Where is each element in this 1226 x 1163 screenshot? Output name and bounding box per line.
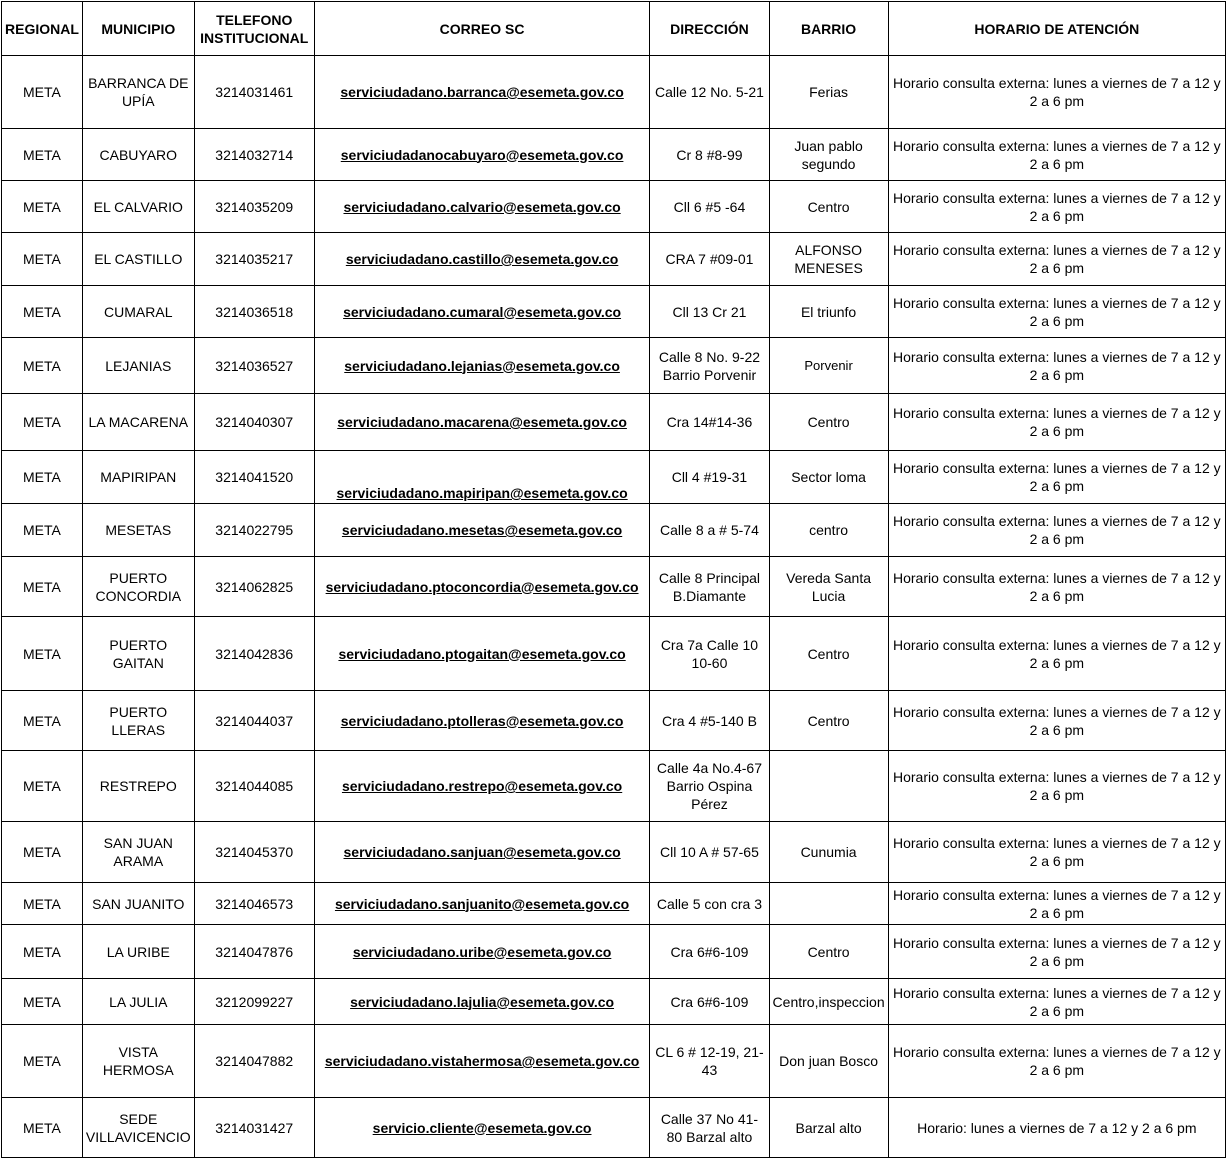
cell-telefono: 3214062825 bbox=[194, 557, 314, 617]
cell-municipio: BARRANCA DE UPÍA bbox=[82, 56, 194, 129]
cell-barrio: Cunumia bbox=[769, 822, 888, 883]
cell-direccion: Cll 6 #5 -64 bbox=[650, 181, 769, 233]
cell-regional: META bbox=[2, 691, 83, 751]
table-row bbox=[2, 979, 1226, 1025]
cell-regional: META bbox=[2, 751, 83, 822]
cell-horario: Horario consulta externa: lunes a viernes de 7 a 12 y 2 a 6 pm bbox=[888, 129, 1225, 181]
cell-telefono: 3214044037 bbox=[194, 691, 314, 751]
email-link[interactable]: serviciudadano.lejanias@esemeta.gov.co bbox=[314, 338, 650, 394]
table-row bbox=[2, 394, 1226, 451]
table-row bbox=[2, 129, 1226, 181]
cell-municipio: EL CASTILLO bbox=[82, 233, 194, 286]
cell-municipio: PUERTO LLERAS bbox=[82, 691, 194, 751]
header-telefono: TELEFONO INSTITUCIONAL bbox=[194, 2, 314, 56]
email-link[interactable]: serviciudadanocabuyaro@esemeta.gov.co bbox=[314, 129, 650, 181]
cell-regional: META bbox=[2, 56, 83, 129]
service-directory-table bbox=[1, 1, 1226, 1158]
email-link[interactable]: serviciudadano.calvario@esemeta.gov.co bbox=[314, 181, 650, 233]
table-row bbox=[2, 557, 1226, 617]
cell-direccion: Cr 8 #8-99 bbox=[650, 129, 769, 181]
header-row bbox=[2, 2, 1226, 56]
email-link[interactable]: servicio.cliente@esemeta.gov.co bbox=[314, 1098, 650, 1158]
email-link[interactable]: serviciudadano.ptolleras@esemeta.gov.co bbox=[314, 691, 650, 751]
cell-barrio: Sector loma bbox=[769, 451, 888, 504]
cell-regional: META bbox=[2, 617, 83, 691]
cell-horario: Horario consulta externa: lunes a viernes de 7 a 12 y 2 a 6 pm bbox=[888, 394, 1225, 451]
cell-direccion: Cll 13 Cr 21 bbox=[650, 286, 769, 338]
cell-direccion: CRA 7 #09-01 bbox=[650, 233, 769, 286]
cell-barrio: Ferias bbox=[769, 56, 888, 129]
email-link[interactable]: serviciudadano.ptogaitan@esemeta.gov.co bbox=[314, 617, 650, 691]
cell-horario: Horario consulta externa: lunes a viernes de 7 a 12 y 2 a 6 pm bbox=[888, 504, 1225, 557]
cell-telefono: 3214042836 bbox=[194, 617, 314, 691]
cell-direccion: Calle 8 Principal B.Diamante bbox=[650, 557, 769, 617]
cell-horario: Horario consulta externa: lunes a viernes de 7 a 12 y 2 a 6 pm bbox=[888, 617, 1225, 691]
table-row bbox=[2, 286, 1226, 338]
cell-horario: Horario consulta externa: lunes a viernes de 7 a 12 y 2 a 6 pm bbox=[888, 1025, 1225, 1098]
header-horario: HORARIO DE ATENCIÓN bbox=[888, 2, 1225, 56]
email-link[interactable]: serviciudadano.uribe@esemeta.gov.co bbox=[314, 925, 650, 979]
email-link[interactable]: serviciudadano.mapiripan@esemeta.gov.co bbox=[314, 451, 650, 504]
cell-municipio: MAPIRIPAN bbox=[82, 451, 194, 504]
cell-telefono: 3214035217 bbox=[194, 233, 314, 286]
cell-direccion: Cll 4 #19-31 bbox=[650, 451, 769, 504]
cell-direccion: Cra 6#6-109 bbox=[650, 979, 769, 1025]
table-row bbox=[2, 883, 1226, 925]
cell-barrio: Centro bbox=[769, 617, 888, 691]
email-link[interactable]: serviciudadano.barranca@esemeta.gov.co bbox=[314, 56, 650, 129]
table-row bbox=[2, 617, 1226, 691]
email-link[interactable]: serviciudadano.restrepo@esemeta.gov.co bbox=[314, 751, 650, 822]
cell-barrio: Vereda Santa Lucia bbox=[769, 557, 888, 617]
cell-barrio: Don juan Bosco bbox=[769, 1025, 888, 1098]
cell-telefono: 3214046573 bbox=[194, 883, 314, 925]
table-row bbox=[2, 1025, 1226, 1098]
cell-direccion: Cra 6#6-109 bbox=[650, 925, 769, 979]
cell-horario: Horario consulta externa: lunes a viernes de 7 a 12 y 2 a 6 pm bbox=[888, 925, 1225, 979]
cell-telefono: 3214040307 bbox=[194, 394, 314, 451]
cell-barrio bbox=[769, 883, 888, 925]
cell-municipio: LA JULIA bbox=[82, 979, 194, 1025]
cell-direccion: Calle 8 No. 9-22 Barrio Porvenir bbox=[650, 338, 769, 394]
cell-regional: META bbox=[2, 451, 83, 504]
table-row bbox=[2, 1098, 1226, 1158]
cell-horario: Horario consulta externa: lunes a viernes de 7 a 12 y 2 a 6 pm bbox=[888, 691, 1225, 751]
table-row bbox=[2, 691, 1226, 751]
cell-direccion: Cra 14#14-36 bbox=[650, 394, 769, 451]
cell-regional: META bbox=[2, 557, 83, 617]
cell-municipio: EL CALVARIO bbox=[82, 181, 194, 233]
cell-direccion: Cra 4 #5-140 B bbox=[650, 691, 769, 751]
cell-telefono: 3214031427 bbox=[194, 1098, 314, 1158]
table-row bbox=[2, 338, 1226, 394]
cell-telefono: 3214047876 bbox=[194, 925, 314, 979]
cell-regional: META bbox=[2, 233, 83, 286]
cell-regional: META bbox=[2, 286, 83, 338]
header-direccion: DIRECCIÓN bbox=[650, 2, 769, 56]
cell-barrio: Centro bbox=[769, 925, 888, 979]
table-row bbox=[2, 751, 1226, 822]
cell-barrio bbox=[769, 751, 888, 822]
cell-horario: Horario: lunes a viernes de 7 a 12 y 2 a 6 pm bbox=[888, 1098, 1225, 1158]
cell-direccion: Calle 12 No. 5-21 bbox=[650, 56, 769, 129]
table-row bbox=[2, 504, 1226, 557]
cell-regional: META bbox=[2, 1098, 83, 1158]
cell-municipio: VISTA HERMOSA bbox=[82, 1025, 194, 1098]
cell-telefono: 3214045370 bbox=[194, 822, 314, 883]
cell-horario: Horario consulta externa: lunes a viernes de 7 a 12 y 2 a 6 pm bbox=[888, 883, 1225, 925]
cell-regional: META bbox=[2, 822, 83, 883]
cell-municipio: PUERTO GAITAN bbox=[82, 617, 194, 691]
cell-telefono: 3214044085 bbox=[194, 751, 314, 822]
email-link[interactable]: serviciudadano.mesetas@esemeta.gov.co bbox=[314, 504, 650, 557]
table-row bbox=[2, 181, 1226, 233]
cell-direccion: Calle 5 con cra 3 bbox=[650, 883, 769, 925]
cell-municipio: PUERTO CONCORDIA bbox=[82, 557, 194, 617]
cell-barrio: Centro,inspeccion bbox=[769, 979, 888, 1025]
cell-regional: META bbox=[2, 1025, 83, 1098]
header-correo: CORREO SC bbox=[314, 2, 650, 56]
cell-barrio: Porvenir bbox=[769, 338, 888, 394]
cell-direccion: Calle 8 a # 5-74 bbox=[650, 504, 769, 557]
cell-direccion: CL 6 # 12-19, 21-43 bbox=[650, 1025, 769, 1098]
cell-direccion: Cra 7a Calle 10 10-60 bbox=[650, 617, 769, 691]
cell-barrio: Barzal alto bbox=[769, 1098, 888, 1158]
cell-horario: Horario consulta externa: lunes a viernes de 7 a 12 y 2 a 6 pm bbox=[888, 451, 1225, 504]
table-row bbox=[2, 56, 1226, 129]
cell-municipio: MESETAS bbox=[82, 504, 194, 557]
cell-telefono: 3214036527 bbox=[194, 338, 314, 394]
cell-direccion: Calle 4a No.4-67 Barrio Ospina Pérez bbox=[650, 751, 769, 822]
cell-horario: Horario consulta externa: lunes a viernes de 7 a 12 y 2 a 6 pm bbox=[888, 338, 1225, 394]
cell-barrio: centro bbox=[769, 504, 888, 557]
cell-barrio: El triunfo bbox=[769, 286, 888, 338]
cell-municipio: SEDE VILLAVICENCIO bbox=[82, 1098, 194, 1158]
cell-direccion: Calle 37 No 41-80 Barzal alto bbox=[650, 1098, 769, 1158]
cell-horario: Horario consulta externa: lunes a viernes de 7 a 12 y 2 a 6 pm bbox=[888, 822, 1225, 883]
cell-regional: META bbox=[2, 979, 83, 1025]
cell-municipio: LA URIBE bbox=[82, 925, 194, 979]
cell-barrio: Centro bbox=[769, 691, 888, 751]
email-link[interactable]: serviciudadano.sanjuanito@esemeta.gov.co bbox=[314, 883, 650, 925]
email-link[interactable]: serviciudadano.macarena@esemeta.gov.co bbox=[314, 394, 650, 451]
table-row bbox=[2, 822, 1226, 883]
cell-regional: META bbox=[2, 504, 83, 557]
cell-telefono: 3214032714 bbox=[194, 129, 314, 181]
cell-telefono: 3214022795 bbox=[194, 504, 314, 557]
email-link[interactable]: serviciudadano.sanjuan@esemeta.gov.co bbox=[314, 822, 650, 883]
email-link[interactable]: serviciudadano.vistahermosa@esemeta.gov.co bbox=[314, 1025, 650, 1098]
table-row bbox=[2, 451, 1226, 504]
cell-barrio: Centro bbox=[769, 181, 888, 233]
table-row bbox=[2, 925, 1226, 979]
cell-horario: Horario consulta externa: lunes a viernes de 7 a 12 y 2 a 6 pm bbox=[888, 233, 1225, 286]
cell-municipio: RESTREPO bbox=[82, 751, 194, 822]
cell-municipio: SAN JUANITO bbox=[82, 883, 194, 925]
header-regional: REGIONAL bbox=[2, 2, 83, 56]
cell-telefono: 3212099227 bbox=[194, 979, 314, 1025]
cell-telefono: 3214035209 bbox=[194, 181, 314, 233]
cell-regional: META bbox=[2, 181, 83, 233]
cell-municipio: LEJANIAS bbox=[82, 338, 194, 394]
cell-municipio: CUMARAL bbox=[82, 286, 194, 338]
cell-municipio: LA MACARENA bbox=[82, 394, 194, 451]
cell-telefono: 3214041520 bbox=[194, 451, 314, 504]
cell-telefono: 3214031461 bbox=[194, 56, 314, 129]
cell-horario: Horario consulta externa: lunes a viernes de 7 a 12 y 2 a 6 pm bbox=[888, 751, 1225, 822]
email-link[interactable]: serviciudadano.cumaral@esemeta.gov.co bbox=[314, 286, 650, 338]
cell-regional: META bbox=[2, 129, 83, 181]
email-link[interactable]: serviciudadano.lajulia@esemeta.gov.co bbox=[314, 979, 650, 1025]
cell-barrio: Centro bbox=[769, 394, 888, 451]
email-link[interactable]: serviciudadano.castillo@esemeta.gov.co bbox=[314, 233, 650, 286]
cell-horario: Horario consulta externa: lunes a viernes de 7 a 12 y 2 a 6 pm bbox=[888, 56, 1225, 129]
cell-municipio: CABUYARO bbox=[82, 129, 194, 181]
cell-horario: Horario consulta externa: lunes a viernes de 7 a 12 y 2 a 6 pm bbox=[888, 557, 1225, 617]
header-barrio: BARRIO bbox=[769, 2, 888, 56]
cell-horario: Horario consulta externa: lunes a viernes de 7 a 12 y 2 a 6 pm bbox=[888, 286, 1225, 338]
cell-regional: META bbox=[2, 338, 83, 394]
cell-barrio: ALFONSO MENESES bbox=[769, 233, 888, 286]
cell-regional: META bbox=[2, 925, 83, 979]
cell-horario: Horario consulta externa: lunes a viernes de 7 a 12 y 2 a 6 pm bbox=[888, 181, 1225, 233]
cell-horario: Horario consulta externa: lunes a viernes de 7 a 12 y 2 a 6 pm bbox=[888, 979, 1225, 1025]
cell-telefono: 3214036518 bbox=[194, 286, 314, 338]
header-municipio: MUNICIPIO bbox=[82, 2, 194, 56]
cell-regional: META bbox=[2, 883, 83, 925]
cell-telefono: 3214047882 bbox=[194, 1025, 314, 1098]
email-link[interactable]: serviciudadano.ptoconcordia@esemeta.gov.co bbox=[314, 557, 650, 617]
cell-direccion: Cll 10 A # 57-65 bbox=[650, 822, 769, 883]
table-row bbox=[2, 233, 1226, 286]
cell-regional: META bbox=[2, 394, 83, 451]
cell-municipio: SAN JUAN ARAMA bbox=[82, 822, 194, 883]
cell-barrio: Juan pablo segundo bbox=[769, 129, 888, 181]
